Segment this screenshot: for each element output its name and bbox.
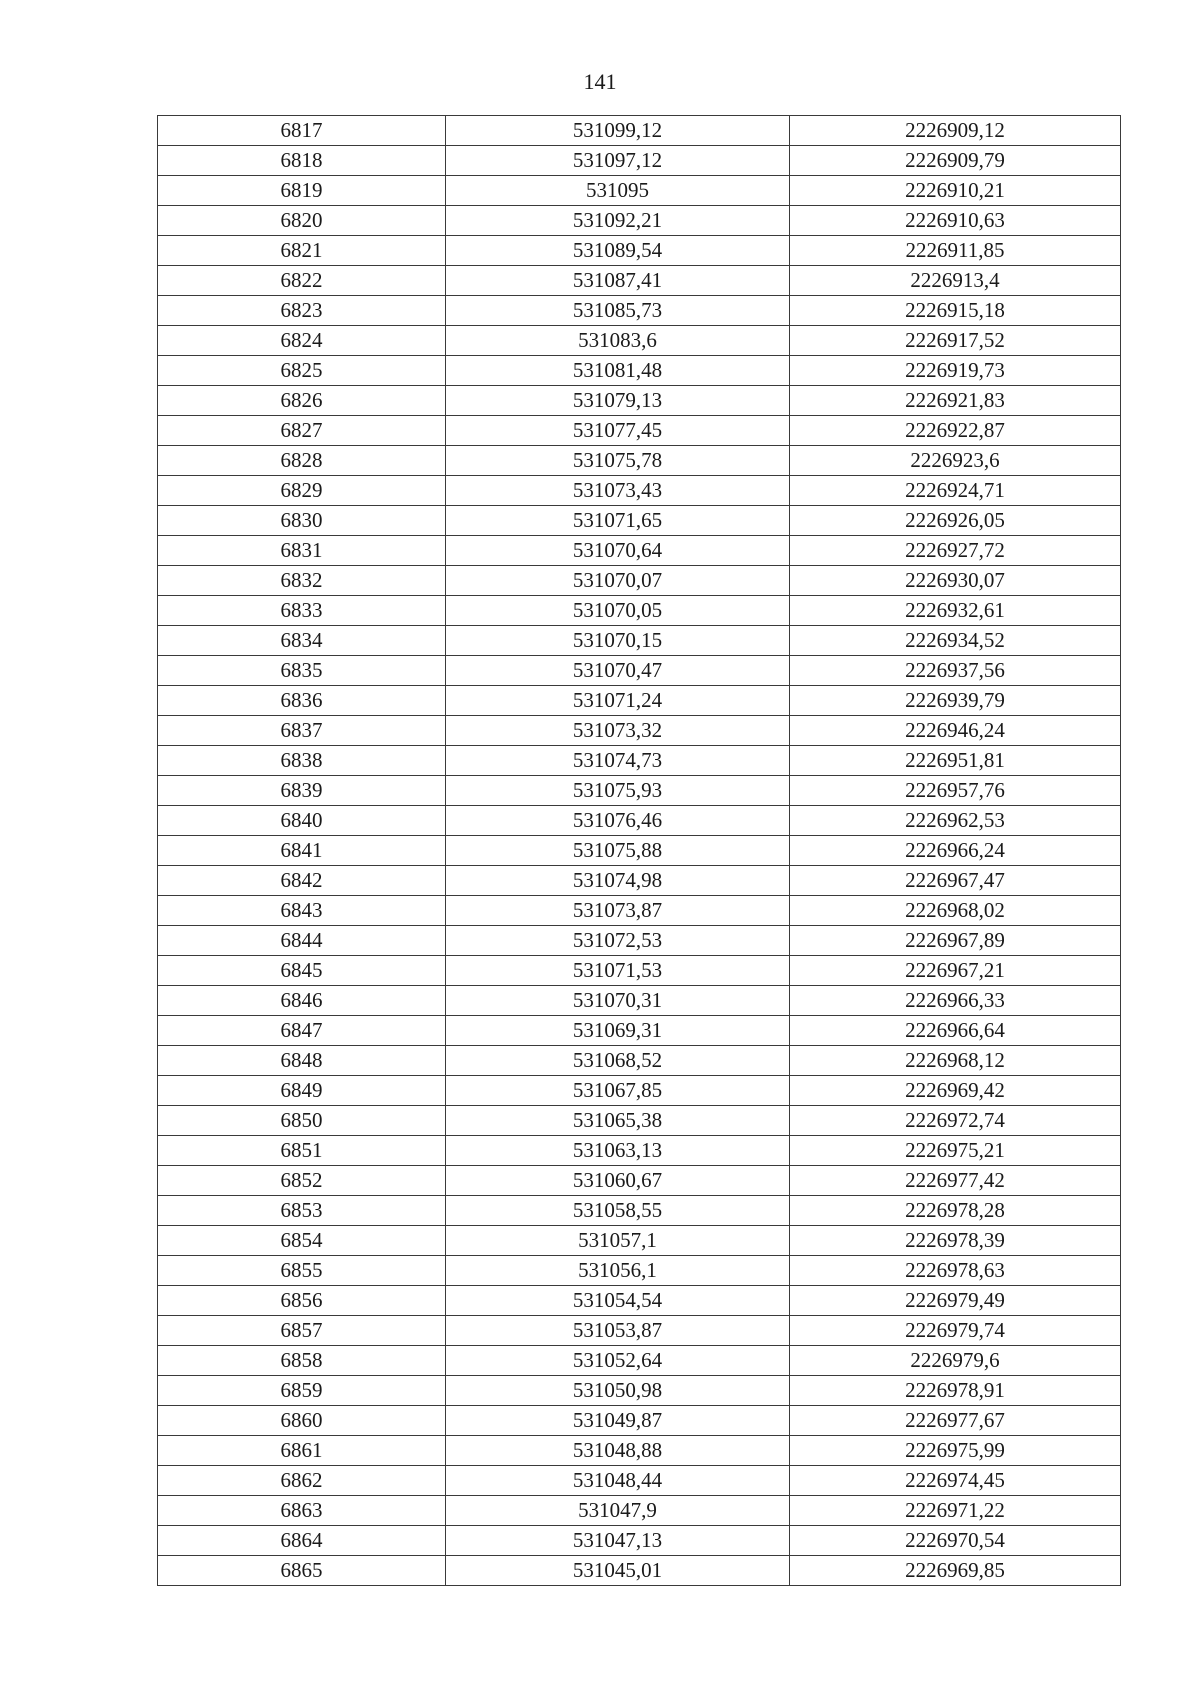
x-coordinate-cell: 531085,73 bbox=[446, 296, 790, 326]
point-number-cell: 6859 bbox=[158, 1376, 446, 1406]
x-coordinate-cell: 531083,6 bbox=[446, 326, 790, 356]
point-number-cell: 6831 bbox=[158, 536, 446, 566]
point-number-cell: 6841 bbox=[158, 836, 446, 866]
point-number-cell: 6858 bbox=[158, 1346, 446, 1376]
y-coordinate-cell: 2226975,21 bbox=[790, 1136, 1121, 1166]
table-row bbox=[158, 866, 1121, 896]
y-coordinate-cell: 2226978,91 bbox=[790, 1376, 1121, 1406]
y-coordinate-cell: 2226910,63 bbox=[790, 206, 1121, 236]
point-number-cell: 6849 bbox=[158, 1076, 446, 1106]
x-coordinate-cell: 531095 bbox=[446, 176, 790, 206]
table-row bbox=[158, 386, 1121, 416]
point-number-cell: 6860 bbox=[158, 1406, 446, 1436]
table-row bbox=[158, 1166, 1121, 1196]
point-number-cell: 6846 bbox=[158, 986, 446, 1016]
point-number-cell: 6826 bbox=[158, 386, 446, 416]
point-number-cell: 6830 bbox=[158, 506, 446, 536]
x-coordinate-cell: 531070,47 bbox=[446, 656, 790, 686]
table-row bbox=[158, 986, 1121, 1016]
table-row bbox=[158, 116, 1121, 146]
point-number-cell: 6837 bbox=[158, 716, 446, 746]
y-coordinate-cell: 2226975,99 bbox=[790, 1436, 1121, 1466]
table-row bbox=[158, 656, 1121, 686]
table-row bbox=[158, 1136, 1121, 1166]
table-row bbox=[158, 266, 1121, 296]
table-row bbox=[158, 1196, 1121, 1226]
table-row bbox=[158, 1376, 1121, 1406]
point-number-cell: 6838 bbox=[158, 746, 446, 776]
y-coordinate-cell: 2226968,12 bbox=[790, 1046, 1121, 1076]
point-number-cell: 6818 bbox=[158, 146, 446, 176]
table-row bbox=[158, 146, 1121, 176]
y-coordinate-cell: 2226909,12 bbox=[790, 116, 1121, 146]
x-coordinate-cell: 531068,52 bbox=[446, 1046, 790, 1076]
point-number-cell: 6834 bbox=[158, 626, 446, 656]
table-row bbox=[158, 476, 1121, 506]
y-coordinate-cell: 2226978,63 bbox=[790, 1256, 1121, 1286]
y-coordinate-cell: 2226967,89 bbox=[790, 926, 1121, 956]
y-coordinate-cell: 2226977,42 bbox=[790, 1166, 1121, 1196]
y-coordinate-cell: 2226946,24 bbox=[790, 716, 1121, 746]
x-coordinate-cell: 531072,53 bbox=[446, 926, 790, 956]
point-number-cell: 6864 bbox=[158, 1526, 446, 1556]
x-coordinate-cell: 531052,64 bbox=[446, 1346, 790, 1376]
table-row bbox=[158, 176, 1121, 206]
table-row bbox=[158, 236, 1121, 266]
x-coordinate-cell: 531089,54 bbox=[446, 236, 790, 266]
y-coordinate-cell: 2226969,85 bbox=[790, 1556, 1121, 1586]
table-row bbox=[158, 1076, 1121, 1106]
point-number-cell: 6822 bbox=[158, 266, 446, 296]
x-coordinate-cell: 531079,13 bbox=[446, 386, 790, 416]
table-row bbox=[158, 296, 1121, 326]
point-number-cell: 6844 bbox=[158, 926, 446, 956]
x-coordinate-cell: 531081,48 bbox=[446, 356, 790, 386]
table-row bbox=[158, 1526, 1121, 1556]
table-row bbox=[158, 446, 1121, 476]
point-number-cell: 6820 bbox=[158, 206, 446, 236]
y-coordinate-cell: 2226917,52 bbox=[790, 326, 1121, 356]
point-number-cell: 6857 bbox=[158, 1316, 446, 1346]
x-coordinate-cell: 531071,53 bbox=[446, 956, 790, 986]
table-row bbox=[158, 716, 1121, 746]
x-coordinate-cell: 531069,31 bbox=[446, 1016, 790, 1046]
table-row bbox=[158, 746, 1121, 776]
y-coordinate-cell: 2226927,72 bbox=[790, 536, 1121, 566]
x-coordinate-cell: 531070,64 bbox=[446, 536, 790, 566]
x-coordinate-cell: 531073,32 bbox=[446, 716, 790, 746]
table-row bbox=[158, 506, 1121, 536]
point-number-cell: 6824 bbox=[158, 326, 446, 356]
y-coordinate-cell: 2226915,18 bbox=[790, 296, 1121, 326]
x-coordinate-cell: 531049,87 bbox=[446, 1406, 790, 1436]
point-number-cell: 6833 bbox=[158, 596, 446, 626]
x-coordinate-cell: 531070,15 bbox=[446, 626, 790, 656]
y-coordinate-cell: 2226932,61 bbox=[790, 596, 1121, 626]
y-coordinate-cell: 2226979,74 bbox=[790, 1316, 1121, 1346]
y-coordinate-cell: 2226939,79 bbox=[790, 686, 1121, 716]
point-number-cell: 6843 bbox=[158, 896, 446, 926]
coordinates-table bbox=[157, 115, 1121, 1586]
y-coordinate-cell: 2226969,42 bbox=[790, 1076, 1121, 1106]
table-row bbox=[158, 356, 1121, 386]
point-number-cell: 6865 bbox=[158, 1556, 446, 1586]
x-coordinate-cell: 531063,13 bbox=[446, 1136, 790, 1166]
point-number-cell: 6861 bbox=[158, 1436, 446, 1466]
table-row bbox=[158, 806, 1121, 836]
y-coordinate-cell: 2226962,53 bbox=[790, 806, 1121, 836]
y-coordinate-cell: 2226930,07 bbox=[790, 566, 1121, 596]
table-row bbox=[158, 1046, 1121, 1076]
x-coordinate-cell: 531097,12 bbox=[446, 146, 790, 176]
coordinates-table-body bbox=[158, 116, 1121, 1586]
point-number-cell: 6842 bbox=[158, 866, 446, 896]
y-coordinate-cell: 2226966,24 bbox=[790, 836, 1121, 866]
x-coordinate-cell: 531070,31 bbox=[446, 986, 790, 1016]
x-coordinate-cell: 531054,54 bbox=[446, 1286, 790, 1316]
table-row bbox=[158, 1016, 1121, 1046]
x-coordinate-cell: 531048,44 bbox=[446, 1466, 790, 1496]
x-coordinate-cell: 531099,12 bbox=[446, 116, 790, 146]
x-coordinate-cell: 531047,9 bbox=[446, 1496, 790, 1526]
y-coordinate-cell: 2226926,05 bbox=[790, 506, 1121, 536]
x-coordinate-cell: 531057,1 bbox=[446, 1226, 790, 1256]
point-number-cell: 6845 bbox=[158, 956, 446, 986]
x-coordinate-cell: 531075,93 bbox=[446, 776, 790, 806]
y-coordinate-cell: 2226966,33 bbox=[790, 986, 1121, 1016]
point-number-cell: 6862 bbox=[158, 1466, 446, 1496]
point-number-cell: 6863 bbox=[158, 1496, 446, 1526]
y-coordinate-cell: 2226922,87 bbox=[790, 416, 1121, 446]
table-row bbox=[158, 1406, 1121, 1436]
point-number-cell: 6854 bbox=[158, 1226, 446, 1256]
x-coordinate-cell: 531048,88 bbox=[446, 1436, 790, 1466]
point-number-cell: 6832 bbox=[158, 566, 446, 596]
x-coordinate-cell: 531047,13 bbox=[446, 1526, 790, 1556]
point-number-cell: 6827 bbox=[158, 416, 446, 446]
x-coordinate-cell: 531050,98 bbox=[446, 1376, 790, 1406]
x-coordinate-cell: 531076,46 bbox=[446, 806, 790, 836]
x-coordinate-cell: 531053,87 bbox=[446, 1316, 790, 1346]
x-coordinate-cell: 531074,73 bbox=[446, 746, 790, 776]
table-row bbox=[158, 1106, 1121, 1136]
point-number-cell: 6855 bbox=[158, 1256, 446, 1286]
y-coordinate-cell: 2226972,74 bbox=[790, 1106, 1121, 1136]
point-number-cell: 6829 bbox=[158, 476, 446, 506]
y-coordinate-cell: 2226913,4 bbox=[790, 266, 1121, 296]
x-coordinate-cell: 531071,65 bbox=[446, 506, 790, 536]
y-coordinate-cell: 2226934,52 bbox=[790, 626, 1121, 656]
table-row bbox=[158, 536, 1121, 566]
point-number-cell: 6836 bbox=[158, 686, 446, 716]
y-coordinate-cell: 2226967,21 bbox=[790, 956, 1121, 986]
table-row bbox=[158, 1496, 1121, 1526]
table-row bbox=[158, 956, 1121, 986]
x-coordinate-cell: 531070,07 bbox=[446, 566, 790, 596]
table-row bbox=[158, 416, 1121, 446]
point-number-cell: 6851 bbox=[158, 1136, 446, 1166]
table-row bbox=[158, 1466, 1121, 1496]
x-coordinate-cell: 531077,45 bbox=[446, 416, 790, 446]
point-number-cell: 6850 bbox=[158, 1106, 446, 1136]
x-coordinate-cell: 531075,78 bbox=[446, 446, 790, 476]
table-row bbox=[158, 596, 1121, 626]
y-coordinate-cell: 2226910,21 bbox=[790, 176, 1121, 206]
y-coordinate-cell: 2226970,54 bbox=[790, 1526, 1121, 1556]
x-coordinate-cell: 531092,21 bbox=[446, 206, 790, 236]
table-row bbox=[158, 1226, 1121, 1256]
y-coordinate-cell: 2226978,39 bbox=[790, 1226, 1121, 1256]
point-number-cell: 6835 bbox=[158, 656, 446, 686]
point-number-cell: 6853 bbox=[158, 1196, 446, 1226]
table-row bbox=[158, 896, 1121, 926]
x-coordinate-cell: 531067,85 bbox=[446, 1076, 790, 1106]
x-coordinate-cell: 531065,38 bbox=[446, 1106, 790, 1136]
point-number-cell: 6856 bbox=[158, 1286, 446, 1316]
x-coordinate-cell: 531045,01 bbox=[446, 1556, 790, 1586]
x-coordinate-cell: 531073,43 bbox=[446, 476, 790, 506]
x-coordinate-cell: 531070,05 bbox=[446, 596, 790, 626]
y-coordinate-cell: 2226924,71 bbox=[790, 476, 1121, 506]
y-coordinate-cell: 2226978,28 bbox=[790, 1196, 1121, 1226]
y-coordinate-cell: 2226974,45 bbox=[790, 1466, 1121, 1496]
table-row bbox=[158, 1316, 1121, 1346]
point-number-cell: 6821 bbox=[158, 236, 446, 266]
table-row bbox=[158, 1436, 1121, 1466]
table-row bbox=[158, 1556, 1121, 1586]
x-coordinate-cell: 531074,98 bbox=[446, 866, 790, 896]
x-coordinate-cell: 531058,55 bbox=[446, 1196, 790, 1226]
y-coordinate-cell: 2226968,02 bbox=[790, 896, 1121, 926]
page-number: 141 bbox=[583, 69, 617, 94]
point-number-cell: 6823 bbox=[158, 296, 446, 326]
point-number-cell: 6819 bbox=[158, 176, 446, 206]
y-coordinate-cell: 2226937,56 bbox=[790, 656, 1121, 686]
table-row bbox=[158, 926, 1121, 956]
y-coordinate-cell: 2226919,73 bbox=[790, 356, 1121, 386]
x-coordinate-cell: 531071,24 bbox=[446, 686, 790, 716]
point-number-cell: 6852 bbox=[158, 1166, 446, 1196]
y-coordinate-cell: 2226979,6 bbox=[790, 1346, 1121, 1376]
y-coordinate-cell: 2226971,22 bbox=[790, 1496, 1121, 1526]
y-coordinate-cell: 2226967,47 bbox=[790, 866, 1121, 896]
y-coordinate-cell: 2226966,64 bbox=[790, 1016, 1121, 1046]
table-row bbox=[158, 566, 1121, 596]
x-coordinate-cell: 531073,87 bbox=[446, 896, 790, 926]
table-row bbox=[158, 626, 1121, 656]
point-number-cell: 6825 bbox=[158, 356, 446, 386]
x-coordinate-cell: 531056,1 bbox=[446, 1256, 790, 1286]
y-coordinate-cell: 2226957,76 bbox=[790, 776, 1121, 806]
table-row bbox=[158, 1286, 1121, 1316]
point-number-cell: 6839 bbox=[158, 776, 446, 806]
x-coordinate-cell: 531075,88 bbox=[446, 836, 790, 866]
point-number-cell: 6847 bbox=[158, 1016, 446, 1046]
y-coordinate-cell: 2226951,81 bbox=[790, 746, 1121, 776]
y-coordinate-cell: 2226911,85 bbox=[790, 236, 1121, 266]
y-coordinate-cell: 2226921,83 bbox=[790, 386, 1121, 416]
point-number-cell: 6828 bbox=[158, 446, 446, 476]
point-number-cell: 6840 bbox=[158, 806, 446, 836]
x-coordinate-cell: 531060,67 bbox=[446, 1166, 790, 1196]
table-row bbox=[158, 206, 1121, 236]
table-row bbox=[158, 1346, 1121, 1376]
y-coordinate-cell: 2226977,67 bbox=[790, 1406, 1121, 1436]
table-row bbox=[158, 836, 1121, 866]
table-row bbox=[158, 686, 1121, 716]
point-number-cell: 6817 bbox=[158, 116, 446, 146]
y-coordinate-cell: 2226979,49 bbox=[790, 1286, 1121, 1316]
y-coordinate-cell: 2226909,79 bbox=[790, 146, 1121, 176]
point-number-cell: 6848 bbox=[158, 1046, 446, 1076]
table-row bbox=[158, 776, 1121, 806]
table-row bbox=[158, 1256, 1121, 1286]
x-coordinate-cell: 531087,41 bbox=[446, 266, 790, 296]
y-coordinate-cell: 2226923,6 bbox=[790, 446, 1121, 476]
table-row bbox=[158, 326, 1121, 356]
